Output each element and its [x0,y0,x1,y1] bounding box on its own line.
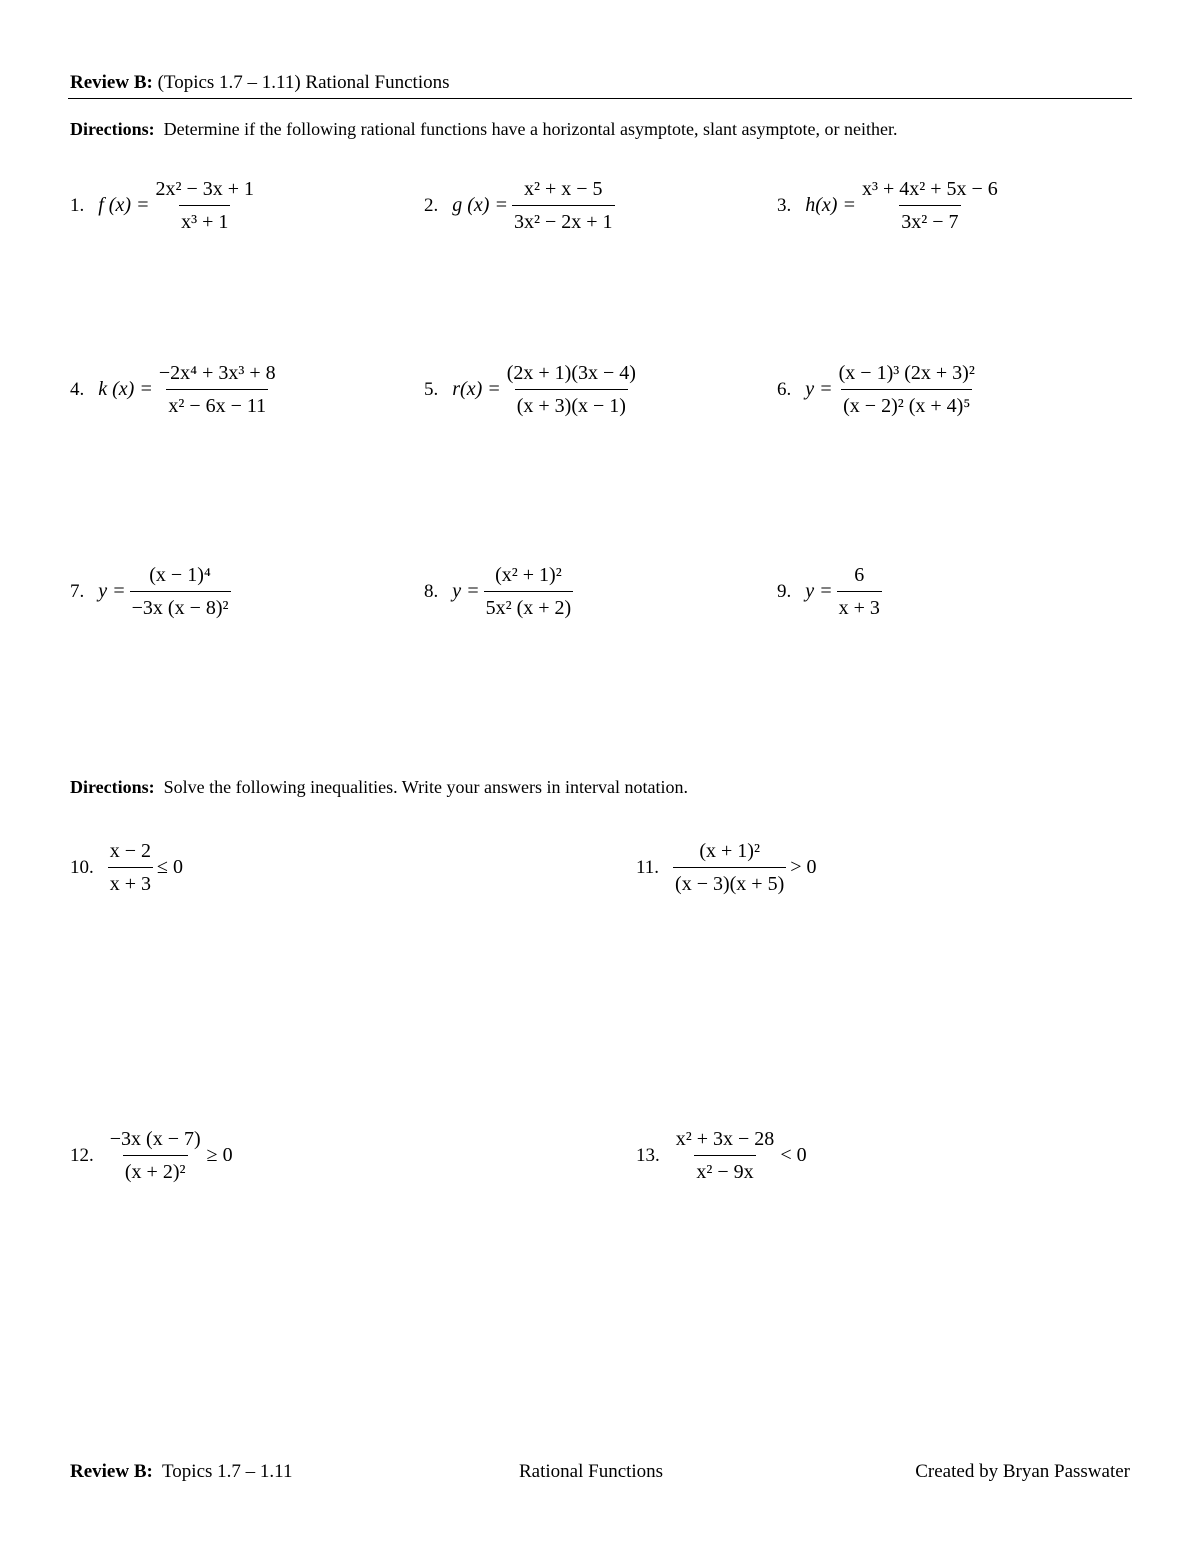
fraction [108,1126,203,1185]
denominator: (x + 2)² [123,1155,188,1185]
denominator: 3x² − 2x + 1 [512,205,615,235]
numerator: x² + 3x − 28 [675,1128,775,1150]
problem-1 [70,176,256,235]
problem-number: 4. [70,378,85,400]
denominator: −3x (x − 8)² [130,591,231,621]
footer-left [70,1461,292,1483]
function-lhs: y = [452,580,480,602]
problem-number: 2. [424,194,439,216]
denominator: (x − 3)(x + 5) [673,867,786,897]
problem-11 [636,838,817,897]
directions-2-label: Directions: [70,777,155,797]
numerator: 6 [854,564,865,586]
fraction [512,176,615,235]
fraction [837,562,882,621]
fraction [484,562,574,621]
fraction [674,1126,777,1185]
problem-number: 5. [424,378,439,400]
problem-13 [636,1126,807,1185]
function-lhs: k (x) = [98,378,153,400]
problem-3 [777,176,1000,235]
problem-number: 10. [70,856,94,878]
problem-4 [70,360,278,419]
numerator: −3x (x − 7) [109,1128,201,1150]
denominator: x² − 6x − 11 [166,389,268,419]
problem-number: 9. [777,580,792,602]
numerator: x² + x − 5 [523,178,603,200]
problem-number: 3. [777,194,792,216]
function-lhs: r(x) = [452,378,501,400]
inequality-relation: ≥ 0 [206,1144,233,1166]
problem-9 [777,562,882,621]
denominator: (x − 2)² (x + 4)⁵ [841,389,972,419]
footer-right: Created by Bryan Passwater [915,1461,1130,1482]
footer-topics: Topics 1.7 – 1.11 [162,1461,293,1482]
function-lhs: y = [805,580,833,602]
directions-1-text: Determine if the following rational functions have a horizontal asymptote, slant asymptote, or neither. [163,119,898,139]
problem-number: 6. [777,378,792,400]
problem-2 [424,176,615,235]
problem-10 [70,838,183,897]
header-label: Review B: [70,72,153,93]
numerator: (x − 1)³ (2x + 3)² [838,362,975,384]
header-title: (Topics 1.7 – 1.11) Rational Functions [157,72,450,93]
fraction [108,838,153,897]
denominator: x + 3 [837,591,882,621]
function-lhs: y = [98,580,126,602]
problem-7 [70,562,231,621]
problem-number: 13. [636,1144,660,1166]
fraction [154,176,257,235]
numerator: 2x² − 3x + 1 [155,178,255,200]
directions-1 [70,119,897,140]
fraction [130,562,231,621]
numerator: (x + 1)² [699,840,760,862]
problem-number: 12. [70,1144,94,1166]
denominator: (x + 3)(x − 1) [515,389,628,419]
problem-number: 11. [636,856,660,878]
denominator: 5x² (x + 2) [484,591,574,621]
problem-8 [424,562,573,621]
fraction [837,360,977,419]
numerator: x³ + 4x² + 5x − 6 [861,178,998,200]
fraction [860,176,1000,235]
problem-5 [424,360,638,419]
directions-2 [70,777,688,798]
directions-1-label: Directions: [70,119,155,139]
numerator: x − 2 [109,840,152,862]
problem-number: 7. [70,580,85,602]
numerator: (2x + 1)(3x − 4) [506,362,636,384]
fraction [157,360,278,419]
directions-2-text: Solve the following inequalities. Write your answers in interval notation. [163,777,688,797]
inequality-relation: ≤ 0 [157,856,184,878]
footer-label: Review B: [70,1461,153,1482]
problem-6 [777,360,977,419]
function-lhs: g (x) = [452,194,508,216]
inequality-relation: > 0 [790,856,817,878]
fraction [505,360,638,419]
fraction [673,838,786,897]
function-lhs: y = [805,378,833,400]
problem-number: 8. [424,580,439,602]
denominator: x + 3 [108,867,153,897]
header-rule [68,98,1132,99]
denominator: x³ + 1 [179,205,230,235]
function-lhs: f (x) = [98,194,150,216]
numerator: (x² + 1)² [495,564,562,586]
numerator: (x − 1)⁴ [149,564,211,586]
numerator: −2x⁴ + 3x³ + 8 [158,362,276,384]
footer-center: Rational Functions [519,1461,664,1482]
problem-number: 1. [70,194,85,216]
function-lhs: h(x) = [805,194,856,216]
denominator: 3x² − 7 [899,205,960,235]
inequality-relation: < 0 [780,1144,807,1166]
problem-12 [70,1126,233,1185]
denominator: x² − 9x [694,1155,755,1185]
page-header [70,72,450,94]
